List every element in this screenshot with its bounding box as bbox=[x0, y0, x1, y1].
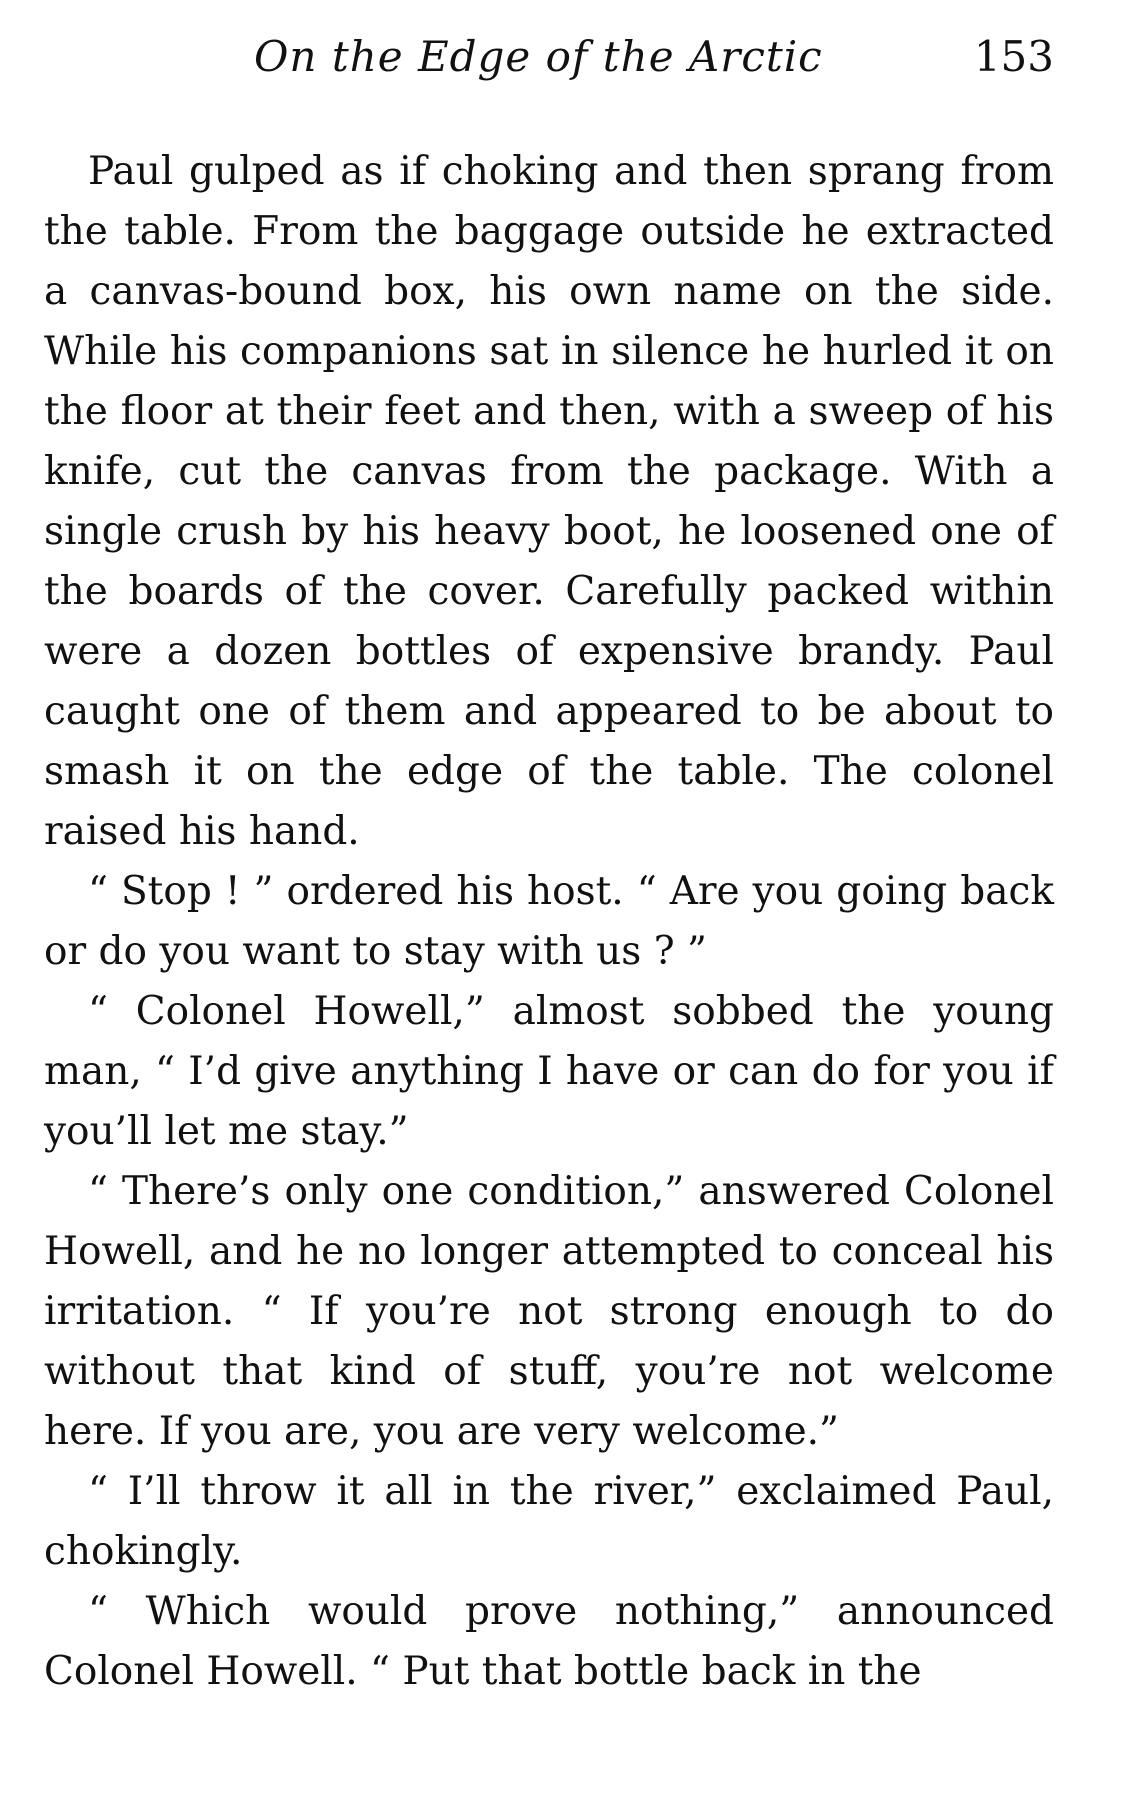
page-number: 153 bbox=[973, 32, 1054, 81]
paragraph: “ Stop ! ” ordered his host. “ Are you going back or do you want to stay with us ? ” bbox=[44, 869, 1054, 974]
paragraph: “ There’s only one condition,” answered Colonel Howell, and he no longer attempted to conceal his irritation. “ If you’re not strong enough to do without that kind of stuff, you’re not welcome here. If you are, you are very welcome.” bbox=[44, 1169, 1054, 1454]
paragraph: “ Colonel Howell,” almost sobbed the young man, “ I’d give anything I have or can do for you if you’ll let me stay.” bbox=[44, 989, 1054, 1154]
body-text bbox=[44, 142, 1054, 1702]
paragraph: “ I’ll throw it all in the river,” exclaimed Paul, chokingly. bbox=[44, 1469, 1054, 1574]
paragraph: “ Which would prove nothing,” announced Colonel Howell. “ Put that bottle back in the bbox=[44, 1589, 1054, 1694]
paragraph: Paul gulped as if choking and then sprang from the table. From the baggage outside he extracted a canvas-bound box, his own name on the side. While his companions sat in silence he hurled it on the floor at their feet and then, with a sweep of his knife, cut the canvas from the package. With a single crush by his heavy boot, he loosened one of the boards of the cover. Carefully packed within were a dozen bottles of expensive brandy. Paul caught one of them and appeared to be about to smash it on the edge of the table. The colonel raised his hand. bbox=[44, 149, 1054, 854]
running-title: On the Edge of the Arctic bbox=[254, 32, 823, 81]
running-head bbox=[44, 28, 1054, 88]
